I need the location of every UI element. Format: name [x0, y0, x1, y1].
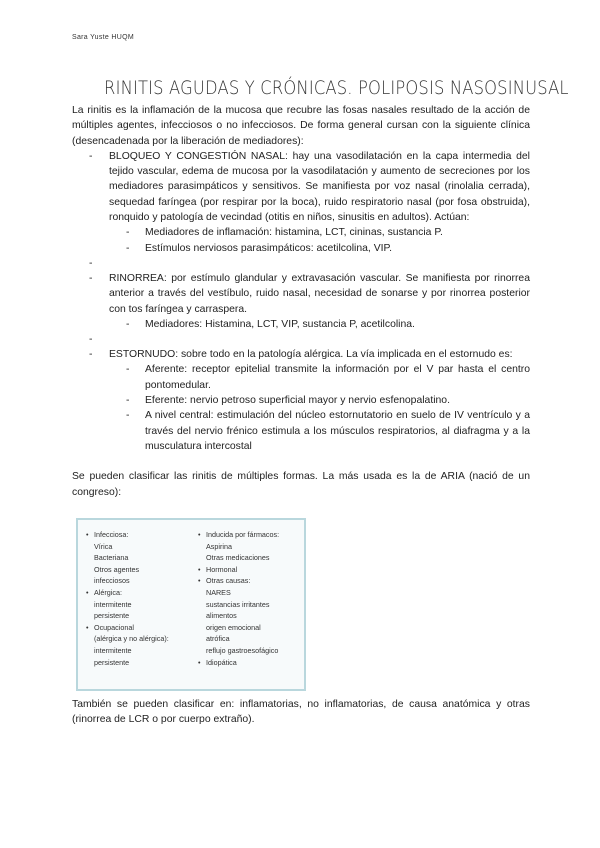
aria-table-entry: [198, 657, 279, 669]
bullet-icon: •: [198, 576, 201, 586]
aria-table-entry: [198, 633, 279, 645]
aria-entry-label: Vírica: [94, 541, 113, 551]
sub-list: [109, 362, 530, 454]
aria-table-entry: [198, 587, 279, 599]
aria-entry-label: alimentos: [206, 611, 237, 621]
aria-table-entry: [86, 599, 169, 611]
symptom-text: ESTORNUDO: sobre todo en la patología alérgica. La vía implicada en el estornudo es:: [109, 349, 513, 361]
aria-table-entry: [198, 575, 279, 587]
sub-list: [109, 317, 530, 332]
sub-item: - Aferente: receptor epitelial transmite la información por el V par hasta el centro pontomedular.: [109, 362, 530, 393]
aria-table-entry: [86, 657, 169, 669]
aria-table-entry: [86, 541, 169, 553]
aria-table-entry: [198, 599, 279, 611]
bullet-icon: •: [86, 530, 89, 539]
aria-entry-label: infecciosos: [94, 576, 130, 586]
symptom-list: [72, 149, 530, 454]
aria-entry-label: Idiopática: [206, 657, 237, 667]
aria-entry-label: Hormonal: [206, 564, 238, 574]
bullet-icon: •: [198, 530, 201, 539]
intro-paragraph: La rinitis es la inflamación de la mucosa que recubre las fosas nasales resultado de la acción de múltiples agentes, infecciosos o no infecciosos. De forma general cursan con la siguiente clínica (desencadenada por la liberación de mediadores):: [72, 105, 530, 147]
aria-entry-label: persistente: [94, 611, 130, 621]
sub-item: - Estímulos nerviosos parasimpáticos: acetilcolina, VIP.: [109, 241, 530, 256]
aria-entry-label: Otros agentes: [94, 564, 140, 574]
aria-table-entry: [86, 552, 169, 564]
spacer: [72, 454, 530, 469]
aria-table-entry: [198, 529, 279, 541]
aria-table-entry: [86, 645, 169, 657]
sub-list: [109, 225, 530, 256]
symptom-text: RINORREA: por estímulo glandular y extravasación vascular. Se manifiesta por rinorrea anterior a través del vestíbulo, ruido nasal, necesidad de sonarse y por rinorrea posterior con tos faríngea y carraspera.: [109, 272, 530, 315]
spacer: [72, 332, 530, 347]
aria-entry-label: Alérgica:: [94, 587, 122, 597]
aria-table-entry: [86, 610, 169, 622]
aria-table-entry: [198, 541, 279, 553]
aria-entry-label: reflujo gastroesofágico: [206, 645, 279, 655]
sub-item: - Eferente: nervio petroso superficial mayor y nervio esfenopalatino.: [109, 393, 530, 408]
aria-entry-label: Infecciosa:: [94, 530, 129, 539]
aria-table-entry: [86, 622, 169, 634]
aria-entry-label: Bacteriana: [94, 553, 129, 563]
aria-table-entry: [86, 529, 169, 541]
sub-item: - Mediadores: Histamina, LCT, VIP, sustancia P, acetilcolina.: [109, 317, 530, 332]
bullet-icon: •: [198, 564, 201, 574]
spacer: [72, 256, 530, 271]
aria-table-entry: [86, 633, 169, 645]
aria-entry-label: Inducida por fármacos:: [206, 530, 280, 539]
aria-entry-label: NARES: [206, 587, 231, 597]
aria-entry-label: intermitente: [94, 599, 132, 609]
bullet-icon: •: [86, 587, 89, 597]
aria-table-entry: [198, 610, 279, 622]
aria-left-column: [86, 529, 169, 668]
aria-entry-label: intermitente: [94, 645, 132, 655]
aria-entry-label: atrófica: [206, 634, 230, 644]
aria-right-column: [198, 529, 279, 668]
page-header: Sara Yuste HUQM: [72, 34, 134, 41]
aria-table-entry: [198, 645, 279, 657]
sub-item: - A nivel central: estimulación del núcleo estornutatorio en suelo de IV ventrículo y a través del nervio frénico estimula a los músculos respiratorios, al diafragma y a la musculatura intercostal: [109, 408, 530, 454]
aria-entry-label: (alérgica y no alérgica):: [94, 634, 169, 644]
closing-paragraph: También se pueden clasificar en: inflamatorias, no inflamatorias, de causa anatómica y otras (rinorrea de LCR o por cuerpo extraño).: [72, 699, 530, 726]
symptom-item-rinorrea: [72, 271, 530, 332]
aria-table-entry: [198, 622, 279, 634]
aria-entry-label: Otras causas:: [206, 576, 251, 586]
aria-classification-table: [76, 518, 306, 691]
aria-entry-label: Otras medicaciones: [206, 553, 270, 563]
aria-entry-label: persistente: [94, 657, 130, 667]
document-body: [72, 103, 530, 500]
classification-intro: Se pueden clasificar las rinitis de múltiples formas. La más usada es la de ARIA (nació de un congreso):: [72, 471, 530, 498]
aria-entry-label: Aspirina: [206, 541, 232, 551]
symptom-item-estornudo: [72, 347, 530, 454]
aria-entry-label: sustancias irritantes: [206, 599, 270, 609]
aria-table-entry: [198, 564, 279, 576]
aria-entry-label: Ocupacional: [94, 622, 134, 632]
bullet-icon: •: [198, 657, 201, 667]
symptom-text: BLOQUEO Y CONGESTIÓN NASAL: hay una vasodilatación en la capa intermedia del tejido vascular, edema de mucosa por la vasodilatación y aumento de secreciones por los mediadores parasimpáticos y sensitivos. Se manifiesta por voz nasal (rinolalia cerrada), sequedad faríngea (por respirar por la boca), ruido respiratorio nasal (por fosa obstruida), ronquido y patología de vecindad (otitis en niños, sinusitis en adultos). Actúan:: [109, 150, 530, 224]
bullet-icon: •: [86, 622, 89, 632]
aria-table-entry: [86, 587, 169, 599]
symptom-item-bloqueo: [72, 149, 530, 256]
aria-table-entry: [86, 564, 169, 576]
aria-entry-label: origen emocional: [206, 622, 261, 632]
aria-table-entry: [198, 552, 279, 564]
sub-item: - Mediadores de inflamación: histamina, LCT, cininas, sustancia P.: [109, 225, 530, 240]
aria-table-entry: [86, 575, 169, 587]
page-title: RINITIS AGUDAS Y CRÓNICAS. POLIPOSIS NASOSINUSAL: [104, 77, 569, 99]
